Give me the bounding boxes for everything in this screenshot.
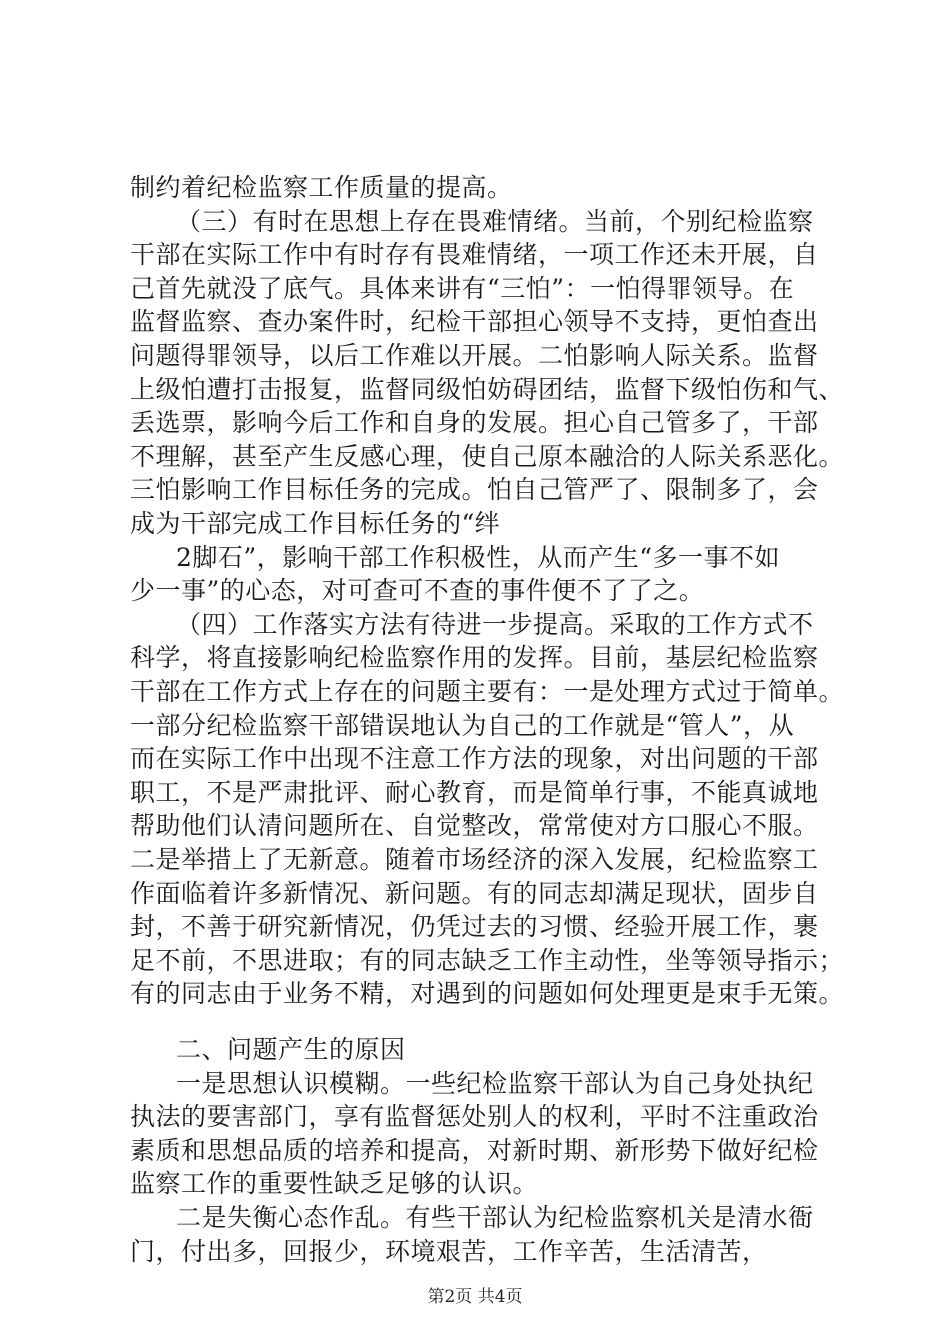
text-line: 科学，将直接影响纪检监察作用的发挥。目前，基层纪检监察 bbox=[130, 643, 819, 673]
text-line: 素质和思想品质的培养和提高，对新时期、新形势下做好纪检 bbox=[130, 1135, 819, 1165]
text-line: 封，不善于研究新情况，仍凭过去的习惯、经验开展工作，裹 bbox=[130, 912, 819, 942]
section-heading: 二、问题产生的原因 bbox=[176, 1035, 406, 1064]
text-line: 足不前，不思进取；有的同志缺乏工作主动性，坐等领导指示； bbox=[130, 945, 845, 975]
text-line: 三怕影响工作目标任务的完成。怕自己管严了、限制多了，会 bbox=[130, 475, 819, 505]
text-line: 问题得罪领导，以后工作难以开展。二怕影响人际关系。监督 bbox=[130, 341, 819, 370]
text-line: （四）工作落实方法有待进一步提高。采取的工作方式不 bbox=[176, 609, 814, 639]
page-number-footer: 第2页 共4页 bbox=[427, 1287, 523, 1307]
text-line: 二是举措上了无新意。随着市场经济的深入发展，纪检监察工 bbox=[130, 845, 819, 874]
text-line: 监察工作的重要性缺乏足够的认识。 bbox=[130, 1169, 539, 1199]
text-line: 上级怕遭打击报复，监督同级怕妨碍团结，监督下级怕伤和气、 bbox=[130, 374, 845, 404]
text-line: 干部在实际工作中有时存有畏难情绪，一项工作还未开展，自 bbox=[130, 240, 819, 270]
text-line: 执法的要害部门，享有监督惩处别人的权利，平时不注重政治 bbox=[130, 1102, 819, 1132]
text-line: 而在实际工作中出现不注意工作方法的现象，对出问题的干部 bbox=[130, 744, 819, 774]
text-line: 己首先就没了底气。具体来讲有“三怕”：一怕得罪领导。在 bbox=[130, 273, 795, 303]
text-line: 二是失衡心态作乱。有些干部认为纪检监察机关是清水衙 bbox=[176, 1203, 814, 1232]
text-line: 2脚石”，影响干部工作积极性，从而产生“多一事不如 bbox=[176, 542, 780, 572]
text-line: 门，付出多，回报少，环境艰苦，工作辛苦，生活清苦， bbox=[130, 1236, 768, 1266]
text-line: 制约着纪检监察工作质量的提高。 bbox=[130, 173, 513, 202]
text-line: 有的同志由于业务不精，对遇到的问题如何处理更是束手无策。 bbox=[130, 979, 845, 1009]
text-line: 一是思想认识模糊。一些纪检监察干部认为自己身处执纪 bbox=[176, 1068, 814, 1098]
text-line: 少一事”的心态，对可查可不查的事件便不了了之。 bbox=[130, 576, 705, 606]
text-line: 作面临着许多新情况、新问题。有的同志却满足现状，固步自 bbox=[130, 878, 819, 908]
text-line: 职工，不是严肃批评、耐心教育，而是简单行事，不能真诚地 bbox=[130, 777, 819, 807]
text-line: 成为干部完成工作目标任务的“绊 bbox=[130, 509, 501, 538]
text-line: 监督监察、查办案件时，纪检干部担心领导不支持，更怕查出 bbox=[130, 307, 819, 337]
text-line: （三）有时在思想上存在畏难情绪。当前，个别纪检监察 bbox=[176, 206, 814, 236]
text-line: 帮助他们认清问题所在、自觉整改，常常使对方口服心不服。 bbox=[130, 811, 819, 841]
text-line: 一部分纪检监察干部错误地认为自己的工作就是“管人”，从 bbox=[130, 710, 795, 740]
text-line: 不理解，甚至产生反感心理，使自己原本融洽的人际关系恶化。 bbox=[130, 441, 845, 471]
text-line: 干部在工作方式上存在的问题主要有：一是处理方式过于简单。 bbox=[130, 677, 845, 706]
text-line: 丢选票，影响今后工作和自身的发展。担心自己管多了，干部 bbox=[130, 408, 819, 438]
